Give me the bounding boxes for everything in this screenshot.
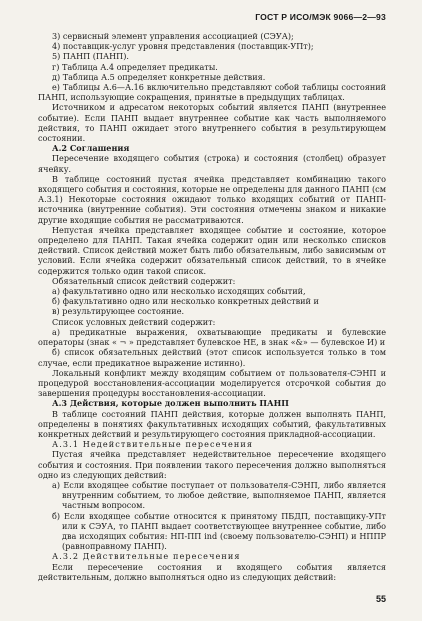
paragraph: В таблице состояний пустая ячейка представляет комбинацию такого входящего события и состояния, которые не определены для данного ПАНП (см А.3.1) Некоторые состояния ожидают только входящих событий от ПАНП-источника (внутренние события). Эти состояния отмечены знаком и никакие другие входящие события не рассматриваются.	[38, 173, 386, 225]
list-item: е) Таблицы А.6—А.16 включительно представляют собой таблицы состояний ПАНП, использующие сокращения, принятые в предыдущих таблицах.	[38, 82, 386, 103]
page-header: ГОСТ Р ИСО/МЭК 9066—2—93	[255, 12, 386, 22]
list-item: 4) поставщик-услуг уровня представления (поставщик-УПт);	[52, 41, 314, 52]
paragraph: Непустая ячейка представляет входящее событие и состояние, которое определено для ПАНП. Такая ячейка содержит один или несколько списков действий. Список действий может быть либо обязательным, либо зависимым от условий. Если ячейка содержит обязательный список действий, то в ячейке содержится только один такой список.	[38, 224, 386, 276]
paragraph: Источником и адресатом некоторых событий является ПАНП (внутреннее событие). Если ПАНП выдает внутреннее событие как часть выполняемого действия, то ПАНП ожидает этого внутреннего события в результирующем состоянии.	[38, 102, 386, 144]
paragraph: Пустая ячейка представляет недействительное пересечение входящего события и состояния. При появлении такого пересечения должно выполняться одно из следующих действий:	[38, 449, 386, 480]
page-number: 55	[375, 594, 386, 604]
list-item: д) Таблица А.5 определяет конкретные действия.	[52, 71, 266, 82]
list-item: 5) ПАНП (ПАНП).	[52, 51, 129, 62]
list-item: в) результирующее состояние.	[52, 306, 185, 317]
list-item: б) список обязательных действий (этот список используется только в том случае, если предикатное выражение истинно).	[38, 347, 386, 368]
paragraph: Обязательный список действий содержит:	[52, 275, 236, 286]
list-item: б) Если входящее событие относится к принятому ПБДП, поставщику-УПт или к СЭУА, то ПАНП выдает соответствующее внутреннее событие, либо два исходящих события: НП-ПП ind (своему пользователю-СЭНП) и НППР (равноправному ПАНП).	[52, 510, 386, 552]
paragraph: Список условных действий содержит:	[52, 316, 216, 327]
list-item: а) факультативно одно или несколько исходящих событий,	[52, 286, 306, 297]
subsection-heading: А.3.1 Недействительные пересечения	[52, 439, 254, 450]
paragraph: В таблице состояний ПАНП действия, которые должен выполнять ПАНП, определены в понятиях факультативных исходящих событий, факультативных конкретных действий и результирующего состояния прикладной-ассоциации.	[38, 408, 386, 439]
paragraph: Пересечение входящего события (строка) и состояния (столбец) образует ячейку.	[38, 153, 386, 174]
list-item: 3) сервисный элемент управления ассоциацией (СЭУА);	[52, 31, 294, 41]
subsection-heading: А.3.2 Действительные пересечения	[52, 551, 241, 562]
section-heading: А.3 Действия, которые должен выполнить ПАНП	[52, 398, 289, 409]
list-item: г) Таблица А.4 определяет предикаты.	[52, 61, 218, 72]
list-item: б) факультативно одно или несколько конкретных действий и	[52, 296, 319, 307]
paragraph: Если пересечение состояния и входящего события является действительным, должно выполняться одно из следующих действий:	[38, 561, 386, 582]
paragraph: Локальный конфликт между входящим событием от пользователя-СЭНП и процедурой восстановления-ассоциации моделируется отсрочкой события до завершения процедуры восстановления-ассоциации.	[38, 367, 386, 399]
list-item: а) Если входящее событие поступает от пользователя-СЭНП, либо является внутренним событием, то любое действие, выполняемое ПАНП, является частным вопросом.	[52, 479, 386, 511]
section-heading: А.2 Соглашения	[52, 143, 130, 154]
list-item: а) предикатные выражения, охватывающие предикаты и булевские операторы (знак « ¬ » представляет булевское НЕ, в знак «&» — булевское И) и	[38, 326, 386, 348]
document-body	[38, 31, 386, 582]
